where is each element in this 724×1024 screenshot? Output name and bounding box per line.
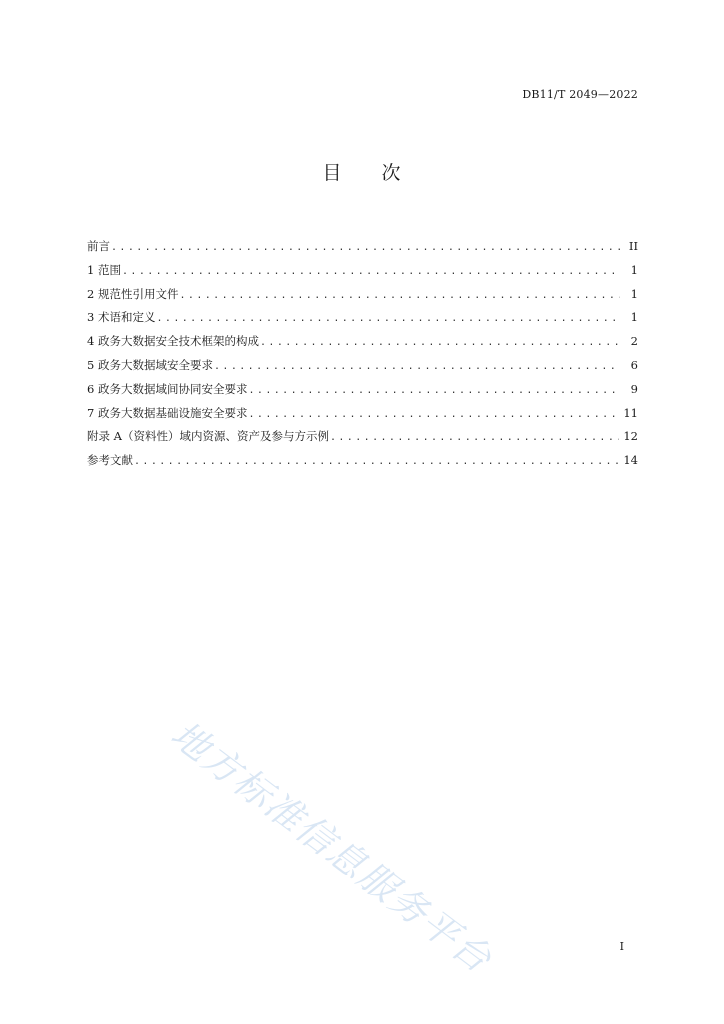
- toc-entry-page: II: [628, 239, 638, 253]
- toc-entry-label: 6 政务大数据域间协同安全要求: [87, 381, 248, 396]
- watermark: 地方标准信息服务平台: [162, 712, 501, 982]
- toc-entry-label: 4 政务大数据安全技术框架的构成: [87, 334, 259, 349]
- toc-dot-leader: [156, 313, 620, 324]
- toc-dot-leader: [111, 242, 620, 253]
- toc-entry[interactable]: [87, 309, 638, 333]
- toc-entry-page: 12: [623, 429, 638, 444]
- toc-entry[interactable]: [87, 381, 638, 405]
- toc-dot-leader: [330, 432, 619, 443]
- toc-entry-label: 7 政务大数据基础设施安全要求: [87, 405, 248, 420]
- toc-dot-leader: [214, 361, 620, 372]
- toc-entry-page: 1: [630, 286, 638, 301]
- toc-entry-label: 1 范围: [87, 262, 121, 277]
- toc-entry-page: 11: [623, 405, 638, 420]
- toc-title: 目 次: [322, 162, 402, 184]
- toc-entry-page: 14: [623, 453, 638, 468]
- toc-entry[interactable]: [87, 428, 638, 452]
- toc-dot-leader: [260, 337, 620, 348]
- page-number: I: [619, 940, 624, 953]
- toc-entry-label: 5 政务大数据域安全要求: [87, 357, 213, 372]
- toc-dot-leader: [248, 409, 619, 420]
- toc-entry[interactable]: [87, 286, 638, 310]
- toc-entry-page: 2: [630, 334, 638, 349]
- toc-entry-label: 前言: [87, 239, 110, 253]
- toc-entry-label: 附录 A（资料性）域内资源、资产及参与方示例: [87, 429, 329, 444]
- toc-dot-leader: [122, 266, 620, 277]
- toc-entry[interactable]: [87, 405, 638, 429]
- document-code: DB11/T 2049—2022: [522, 88, 638, 101]
- toc-entry-page: 6: [630, 357, 638, 372]
- toc-dot-leader: [179, 290, 620, 301]
- toc-dot-leader: [134, 456, 619, 467]
- toc-entry-label: 2 规范性引用文件: [87, 286, 179, 301]
- toc-dot-leader: [248, 385, 620, 396]
- toc-entry-page: 9: [630, 381, 638, 396]
- toc-entry[interactable]: [87, 262, 638, 286]
- toc-entry-label: 参考文献: [87, 453, 133, 468]
- toc-entry[interactable]: [87, 452, 638, 476]
- toc-entry[interactable]: [87, 357, 638, 381]
- toc-entry-label: 3 术语和定义: [87, 310, 156, 325]
- toc-entry[interactable]: [87, 333, 638, 357]
- toc-entry-page: 1: [630, 262, 638, 277]
- toc-entry[interactable]: [87, 238, 638, 262]
- toc-entry-page: 1: [630, 310, 638, 325]
- toc-list: [87, 238, 638, 476]
